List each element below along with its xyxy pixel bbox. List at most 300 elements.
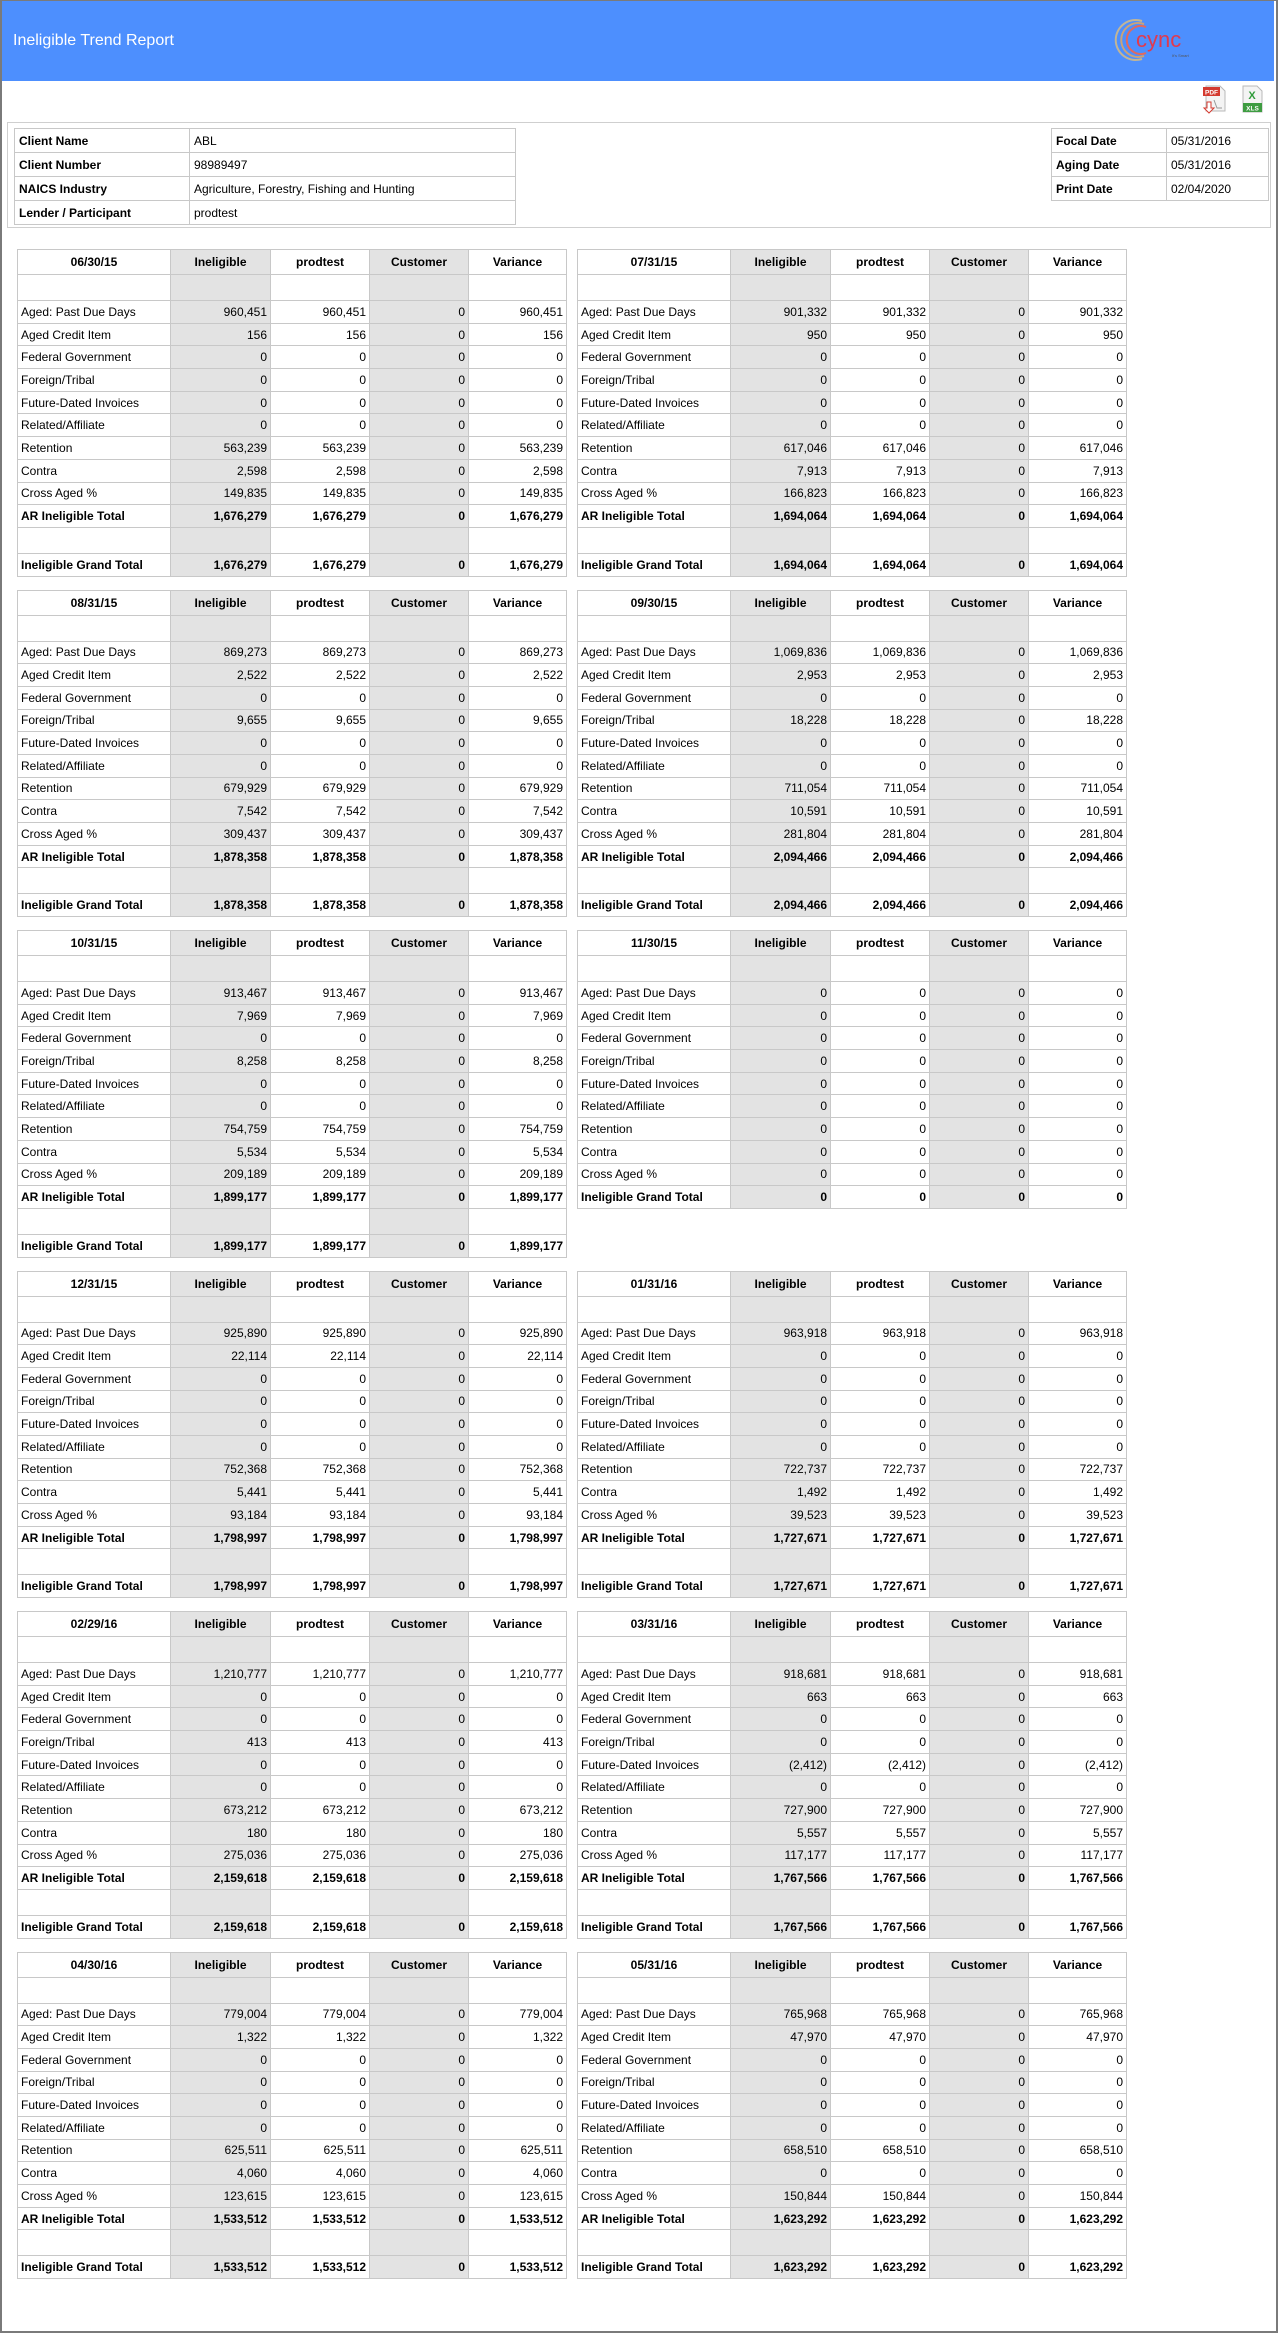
cell-value: 0 — [370, 1345, 469, 1368]
cell-value: 658,510 — [1029, 2139, 1127, 2162]
cell-value: 0 — [171, 1367, 271, 1390]
cell-value: 0 — [271, 1708, 370, 1731]
cell-value: 22,114 — [469, 1345, 567, 1368]
cell-value: 149,835 — [171, 482, 271, 505]
cell-value: 0 — [731, 414, 831, 437]
cell-value: 0 — [930, 1753, 1029, 1776]
grand-total-value: 0 — [930, 1575, 1029, 1598]
period-header-row — [18, 1952, 567, 1977]
cell-value: 9,655 — [171, 709, 271, 732]
period-table — [17, 249, 566, 577]
column-header-ineligible: Ineligible — [171, 931, 271, 956]
cell-value: 309,437 — [171, 823, 271, 846]
cell-value: 2,522 — [271, 664, 370, 687]
row-label: Cross Aged % — [18, 1163, 171, 1186]
cell-value: 0 — [370, 2026, 469, 2049]
cell-value: 752,368 — [271, 1458, 370, 1481]
row-label: Aged Credit Item — [578, 664, 731, 687]
ar-total-value: 1,694,064 — [1029, 505, 1127, 528]
grand-total-value: 2,094,466 — [831, 894, 930, 917]
grand-total-value: 1,623,292 — [831, 2256, 930, 2279]
cell-value: 22,114 — [171, 1345, 271, 1368]
cell-value: 0 — [731, 1413, 831, 1436]
ar-total-value: 1,694,064 — [831, 505, 930, 528]
data-row — [578, 369, 1127, 392]
column-header-prodtest: prodtest — [831, 1952, 930, 1977]
grand-total-value: 1,878,358 — [469, 894, 567, 917]
cell-value: 0 — [370, 754, 469, 777]
cell-value: 0 — [370, 1118, 469, 1141]
pdf-export-button[interactable] — [1202, 84, 1228, 114]
data-row — [18, 369, 567, 392]
row-label: Cross Aged % — [578, 1844, 731, 1867]
row-label: Retention — [578, 2139, 731, 2162]
cell-value: 765,968 — [1029, 2003, 1127, 2026]
ar-total-value: 1,798,997 — [171, 1526, 271, 1549]
data-row — [18, 1118, 567, 1141]
row-label: Cross Aged % — [18, 482, 171, 505]
cell-value: 0 — [831, 1345, 930, 1368]
data-row — [18, 1481, 567, 1504]
row-label: Retention — [18, 1799, 171, 1822]
cell-value: 963,918 — [831, 1322, 930, 1345]
cell-value: 0 — [1029, 1367, 1127, 1390]
cell-value: 93,184 — [271, 1504, 370, 1527]
period-header-row — [578, 1271, 1127, 1296]
spacer-row — [18, 1977, 567, 2003]
column-header-ineligible: Ineligible — [171, 250, 271, 275]
grand-total-value: 1,878,358 — [271, 894, 370, 917]
cell-value: 0 — [731, 2116, 831, 2139]
ar-total-value: 1,533,512 — [469, 2207, 567, 2230]
cell-value: 913,467 — [469, 982, 567, 1005]
grand-total-value: 1,798,997 — [271, 1575, 370, 1598]
data-row — [578, 823, 1127, 846]
cell-value: 309,437 — [469, 823, 567, 846]
column-header-ineligible: Ineligible — [731, 1612, 831, 1637]
cell-value: 563,239 — [271, 437, 370, 460]
cell-value: 180 — [469, 1821, 567, 1844]
spacer-row — [578, 615, 1127, 641]
ar-total-label: AR Ineligible Total — [18, 2207, 171, 2230]
cell-value: 0 — [1029, 2094, 1127, 2117]
grand-total-value: 1,533,512 — [271, 2256, 370, 2279]
ar-total-value: 1,623,292 — [1029, 2207, 1127, 2230]
row-label: Aged Credit Item — [578, 1004, 731, 1027]
cell-value: 673,212 — [271, 1799, 370, 1822]
data-row — [18, 732, 567, 755]
row-label: Related/Affiliate — [578, 1776, 731, 1799]
cell-value: 156 — [271, 323, 370, 346]
cell-value: 727,900 — [731, 1799, 831, 1822]
cell-value: 869,273 — [171, 641, 271, 664]
grand-total-value: 1,767,566 — [831, 1915, 930, 1938]
cell-value: 0 — [1029, 414, 1127, 437]
row-label: Retention — [578, 437, 731, 460]
cell-value: 0 — [370, 1731, 469, 1754]
ar-total-value: 0 — [370, 2207, 469, 2230]
cell-value: 0 — [930, 437, 1029, 460]
cell-value: 0 — [171, 2071, 271, 2094]
spacer-row — [578, 1296, 1127, 1322]
cell-value: 0 — [1029, 732, 1127, 755]
xls-export-button[interactable] — [1240, 84, 1266, 114]
grand-total-value: 1,899,177 — [271, 1234, 370, 1257]
row-label: Future-Dated Invoices — [18, 391, 171, 414]
cell-value: 0 — [1029, 1140, 1127, 1163]
grand-total-value: 0 — [370, 1234, 469, 1257]
period-header-row — [578, 590, 1127, 615]
grand-total-label: Ineligible Grand Total — [578, 1186, 731, 1209]
cell-value: 0 — [469, 2094, 567, 2117]
cell-value: 150,844 — [831, 2185, 930, 2208]
row-label: Related/Affiliate — [18, 1095, 171, 1118]
cell-value: 0 — [370, 2071, 469, 2094]
data-row — [578, 482, 1127, 505]
svg-text:XLS: XLS — [1246, 105, 1259, 113]
cell-value: 0 — [370, 2185, 469, 2208]
ar-total-row — [18, 1526, 567, 1549]
row-label: Future-Dated Invoices — [578, 2094, 731, 2117]
data-row — [578, 1481, 1127, 1504]
cell-value: 2,953 — [1029, 664, 1127, 687]
cell-value: 0 — [469, 346, 567, 369]
period-date: 12/31/15 — [18, 1271, 171, 1296]
cell-value: 0 — [831, 1004, 930, 1027]
grand-total-value: 1,623,292 — [731, 2256, 831, 2279]
cell-value: 0 — [930, 301, 1029, 324]
column-header-prodtest: prodtest — [271, 590, 370, 615]
grand-total-value: 1,767,566 — [1029, 1915, 1127, 1938]
cell-value: 9,655 — [271, 709, 370, 732]
ar-total-row — [578, 845, 1127, 868]
data-row — [578, 982, 1127, 1005]
cell-value: 0 — [930, 2026, 1029, 2049]
client-info-row — [15, 129, 516, 153]
grand-total-value: 0 — [930, 1186, 1029, 1209]
ar-total-value: 0 — [930, 1526, 1029, 1549]
spacer-row — [18, 868, 567, 894]
cell-value: 5,441 — [271, 1481, 370, 1504]
cell-value: 0 — [930, 2185, 1029, 2208]
ar-total-label: AR Ineligible Total — [18, 1526, 171, 1549]
grand-total-value: 0 — [930, 894, 1029, 917]
grand-total-label: Ineligible Grand Total — [18, 1234, 171, 1257]
period-table — [577, 1271, 1126, 1599]
cell-value: 0 — [731, 1367, 831, 1390]
grand-total-value: 2,159,618 — [171, 1915, 271, 1938]
data-row — [18, 1504, 567, 1527]
data-row — [578, 686, 1127, 709]
ar-total-label: AR Ineligible Total — [578, 505, 731, 528]
period-header-row — [578, 931, 1127, 956]
cell-value: 0 — [271, 732, 370, 755]
cell-value: 0 — [930, 346, 1029, 369]
data-row — [18, 2116, 567, 2139]
cell-value: 18,228 — [731, 709, 831, 732]
data-row — [18, 2071, 567, 2094]
grand-total-value: 1,676,279 — [271, 553, 370, 576]
cell-value: 0 — [1029, 1050, 1127, 1073]
client-info-panel — [7, 122, 1271, 228]
cell-value: 754,759 — [171, 1118, 271, 1141]
data-row — [578, 2026, 1127, 2049]
cell-value: 0 — [930, 2003, 1029, 2026]
cell-value: 0 — [930, 1072, 1029, 1095]
cell-value: 0 — [930, 709, 1029, 732]
ar-total-value: 1,694,064 — [731, 505, 831, 528]
grand-total-row — [18, 1234, 567, 1257]
grand-total-value: 0 — [930, 1915, 1029, 1938]
grand-total-label: Ineligible Grand Total — [578, 894, 731, 917]
cell-value: 0 — [1029, 686, 1127, 709]
cell-value: 150,844 — [1029, 2185, 1127, 2208]
cell-value: 281,804 — [731, 823, 831, 846]
cell-value: 901,332 — [1029, 301, 1127, 324]
ar-total-value: 0 — [370, 1526, 469, 1549]
period-table — [577, 1611, 1126, 1939]
cell-value: 0 — [370, 664, 469, 687]
cell-value: 0 — [930, 1095, 1029, 1118]
period-header-row — [578, 1952, 1127, 1977]
column-header-prodtest: prodtest — [271, 1612, 370, 1637]
cell-value: 960,451 — [271, 301, 370, 324]
data-row — [578, 2162, 1127, 2185]
cell-value: 625,511 — [171, 2139, 271, 2162]
spacer-row — [18, 1549, 567, 1575]
cell-value: 0 — [271, 1435, 370, 1458]
cell-value: 0 — [370, 1140, 469, 1163]
cell-value: 0 — [930, 1027, 1029, 1050]
period-header-row — [18, 250, 567, 275]
column-header-ineligible: Ineligible — [731, 1271, 831, 1296]
cell-value: 0 — [731, 1072, 831, 1095]
cell-value: 0 — [469, 1027, 567, 1050]
cell-value: 8,258 — [171, 1050, 271, 1073]
period-date: 11/30/15 — [578, 931, 731, 956]
row-label: Cross Aged % — [578, 482, 731, 505]
data-row — [18, 1027, 567, 1050]
grand-total-row — [18, 1575, 567, 1598]
cell-value: 2,598 — [469, 459, 567, 482]
row-label: Contra — [18, 1481, 171, 1504]
grand-total-value: 2,159,618 — [469, 1915, 567, 1938]
cell-value: 0 — [370, 641, 469, 664]
cell-value: 0 — [469, 369, 567, 392]
cell-value: 869,273 — [271, 641, 370, 664]
cell-value: 0 — [370, 1072, 469, 1095]
cell-value: 1,492 — [1029, 1481, 1127, 1504]
period-table — [17, 930, 566, 1258]
grand-total-value: 0 — [831, 1186, 930, 1209]
row-label: Federal Government — [578, 686, 731, 709]
row-label: Related/Affiliate — [578, 414, 731, 437]
period-header-row — [18, 1612, 567, 1637]
row-label: Related/Affiliate — [578, 2116, 731, 2139]
row-label: Aged: Past Due Days — [578, 641, 731, 664]
cell-value: 0 — [930, 1390, 1029, 1413]
period-header-row — [578, 250, 1127, 275]
cell-value: 0 — [731, 1095, 831, 1118]
cell-value: 0 — [930, 2048, 1029, 2071]
cell-value: 0 — [731, 1345, 831, 1368]
cell-value: 0 — [271, 2048, 370, 2071]
logo-text: cync — [1136, 27, 1182, 52]
report-date-label: Focal Date — [1052, 129, 1167, 153]
cell-value: 0 — [731, 1118, 831, 1141]
cell-value: 0 — [370, 686, 469, 709]
row-label: Contra — [578, 2162, 731, 2185]
report-date-value: 05/31/2016 — [1167, 129, 1269, 153]
ar-total-row — [578, 505, 1127, 528]
cell-value: 47,970 — [731, 2026, 831, 2049]
ar-total-value: 1,533,512 — [271, 2207, 370, 2230]
cell-value: 0 — [1029, 391, 1127, 414]
cell-value: 0 — [370, 732, 469, 755]
ar-total-label: AR Ineligible Total — [578, 2207, 731, 2230]
cell-value: 0 — [831, 391, 930, 414]
cell-value: 0 — [469, 2071, 567, 2094]
data-row — [578, 800, 1127, 823]
cell-value: 0 — [1029, 1118, 1127, 1141]
spacer-row — [18, 2230, 567, 2256]
cell-value: 0 — [271, 414, 370, 437]
ar-total-value: 1,623,292 — [731, 2207, 831, 2230]
row-label: Related/Affiliate — [18, 2116, 171, 2139]
ar-total-value: 1,899,177 — [271, 1186, 370, 1209]
data-row — [578, 1390, 1127, 1413]
period-header-row — [578, 1612, 1127, 1637]
cell-value: 275,036 — [171, 1844, 271, 1867]
grand-total-value: 0 — [370, 1915, 469, 1938]
cell-value: 1,322 — [469, 2026, 567, 2049]
cell-value: 625,511 — [271, 2139, 370, 2162]
cell-value: 0 — [171, 391, 271, 414]
column-header-ineligible: Ineligible — [171, 1952, 271, 1977]
cell-value: 0 — [370, 982, 469, 1005]
cell-value: 0 — [271, 2116, 370, 2139]
cell-value: 913,467 — [271, 982, 370, 1005]
cell-value: 0 — [1029, 1413, 1127, 1436]
cell-value: 1,069,836 — [831, 641, 930, 664]
cell-value: 663 — [831, 1685, 930, 1708]
data-row — [18, 1140, 567, 1163]
cell-value: (2,412) — [1029, 1753, 1127, 1776]
cell-value: 0 — [930, 1776, 1029, 1799]
data-row — [578, 1458, 1127, 1481]
cell-value: 0 — [731, 2048, 831, 2071]
row-label: Federal Government — [18, 686, 171, 709]
cell-value: 679,929 — [171, 777, 271, 800]
report-date-row — [1052, 153, 1269, 177]
cell-value: 0 — [469, 391, 567, 414]
cell-value: 117,177 — [731, 1844, 831, 1867]
grand-total-value: 1,727,671 — [831, 1575, 930, 1598]
cell-value: 39,523 — [831, 1504, 930, 1527]
period-date: 08/31/15 — [18, 590, 171, 615]
period-date: 07/31/15 — [578, 250, 731, 275]
column-header-prodtest: prodtest — [271, 1952, 370, 1977]
grand-total-value: 1,533,512 — [171, 2256, 271, 2279]
period-header-row — [18, 931, 567, 956]
cell-value: 0 — [171, 1390, 271, 1413]
column-header-ineligible: Ineligible — [731, 250, 831, 275]
cell-value: 752,368 — [171, 1458, 271, 1481]
cell-value: 0 — [930, 459, 1029, 482]
cell-value: 123,615 — [469, 2185, 567, 2208]
data-row — [18, 686, 567, 709]
ar-total-value: 1,899,177 — [469, 1186, 567, 1209]
data-row — [18, 323, 567, 346]
cell-value: 0 — [930, 1458, 1029, 1481]
grand-total-row — [578, 1915, 1127, 1938]
ar-total-label: AR Ineligible Total — [18, 845, 171, 868]
data-row — [18, 301, 567, 324]
cell-value: 779,004 — [171, 2003, 271, 2026]
cell-value: 0 — [831, 414, 930, 437]
cell-value: 149,835 — [271, 482, 370, 505]
cell-value: 0 — [171, 414, 271, 437]
cell-value: 39,523 — [1029, 1504, 1127, 1527]
cell-value: 7,969 — [271, 1004, 370, 1027]
cell-value: 754,759 — [469, 1118, 567, 1141]
client-info-label: Client Number — [15, 153, 190, 177]
cell-value: 0 — [171, 1027, 271, 1050]
row-label: Foreign/Tribal — [578, 1731, 731, 1754]
data-row — [578, 2071, 1127, 2094]
cell-value: 0 — [370, 323, 469, 346]
cell-value: 0 — [370, 1685, 469, 1708]
row-label: Foreign/Tribal — [578, 2071, 731, 2094]
ar-total-value: 0 — [370, 1867, 469, 1890]
ar-total-value: 1,767,566 — [1029, 1867, 1127, 1890]
ar-total-value: 1,878,358 — [469, 845, 567, 868]
cell-value: 901,332 — [731, 301, 831, 324]
data-row — [578, 459, 1127, 482]
row-label: Retention — [18, 437, 171, 460]
cell-value: 0 — [731, 1163, 831, 1186]
cell-value: 0 — [831, 1050, 930, 1073]
cell-value: 0 — [171, 1753, 271, 1776]
grand-total-value: 2,094,466 — [731, 894, 831, 917]
data-row — [18, 2162, 567, 2185]
period-table — [577, 1952, 1126, 2280]
cell-value: 2,598 — [171, 459, 271, 482]
cell-value: 0 — [1029, 1072, 1127, 1095]
cell-value: 5,557 — [1029, 1821, 1127, 1844]
cell-value: 0 — [930, 369, 1029, 392]
cell-value: 0 — [1029, 1095, 1127, 1118]
grand-total-value: 1,694,064 — [831, 553, 930, 576]
row-label: Aged: Past Due Days — [18, 301, 171, 324]
ar-total-label: AR Ineligible Total — [18, 505, 171, 528]
row-label: Retention — [18, 1458, 171, 1481]
row-label: Related/Affiliate — [18, 1776, 171, 1799]
cell-value: 0 — [831, 1118, 930, 1141]
cell-value: 166,823 — [831, 482, 930, 505]
column-header-variance: Variance — [1029, 931, 1127, 956]
cell-value: 617,046 — [1029, 437, 1127, 460]
period-table — [17, 1611, 566, 1939]
cell-value: 0 — [930, 641, 1029, 664]
row-label: Federal Government — [578, 1708, 731, 1731]
column-header-variance: Variance — [1029, 1271, 1127, 1296]
grand-total-value: 0 — [930, 2256, 1029, 2279]
report-date-label: Aging Date — [1052, 153, 1167, 177]
cell-value: 0 — [370, 391, 469, 414]
cell-value: 0 — [469, 1708, 567, 1731]
period-date: 06/30/15 — [18, 250, 171, 275]
